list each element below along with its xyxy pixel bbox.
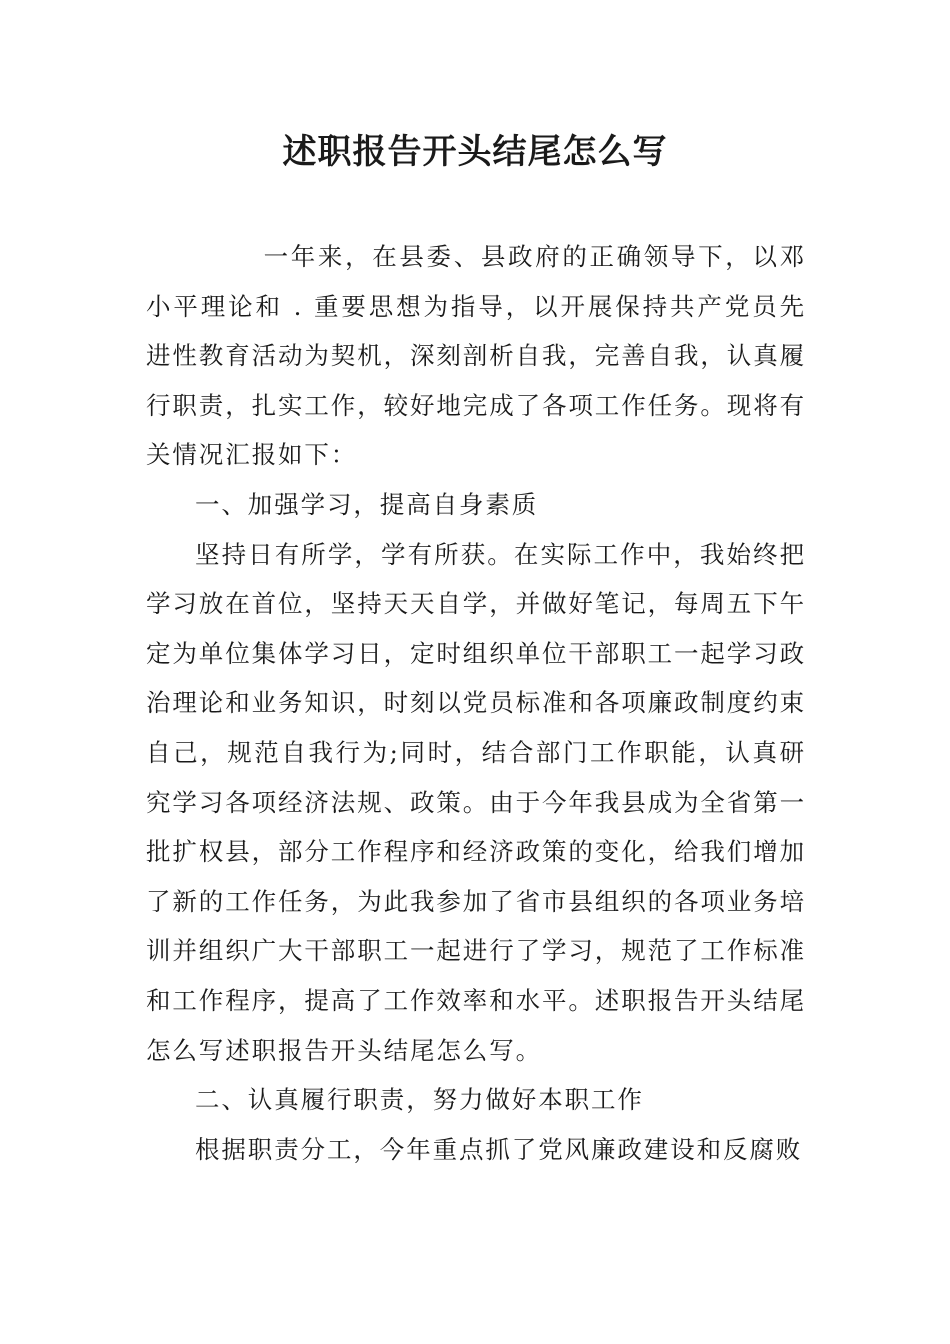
- section-1-paragraph: 坚持日有所学，学有所获。在实际工作中，我始终把学习放在首位，坚持天天自学，并做好笔记，每周五下午定为单位集体学习日，定时组织单位干部职工一起学习政治理论和业务知识，时刻以党员标准和各项廉政制度约束自己，规范自我行为;同时，结合部门工作职能，认真研究学习各项经济法规、政策。由于今年我县成为全省第一批扩权县，部分工作程序和经济政策的变化，给我们增加了新的工作任务，为此我参加了省市县组织的各项业务培训并组织广大干部职工一起进行了学习，规范了工作标准和工作程序，提高了工作效率和水平。述职报告开头结尾怎么写述职报告开头结尾怎么写。: [146, 539, 806, 1065]
- section-heading-1: 一、加强学习，提高自身素质: [195, 489, 539, 519]
- intro-paragraph: 一年来，在县委、县政府的正确领导下，以邓小平理论和 . 重要思想为指导，以开展保持共产党员先进性教育活动为契机，深刻剖析自我，完善自我，认真履行职责，扎实工作，较好地完成了各项工作任务。现将有关情况汇报如下：: [146, 242, 806, 470]
- section-heading-2: 二、认真履行职责，努力做好本职工作: [195, 1085, 644, 1115]
- document-body: [146, 232, 806, 1174]
- document-title: 述职报告开头结尾怎么写: [282, 132, 668, 172]
- section-2-paragraph: 根据职责分工，今年重点抓了党风廉政建设和反腐败: [195, 1134, 803, 1164]
